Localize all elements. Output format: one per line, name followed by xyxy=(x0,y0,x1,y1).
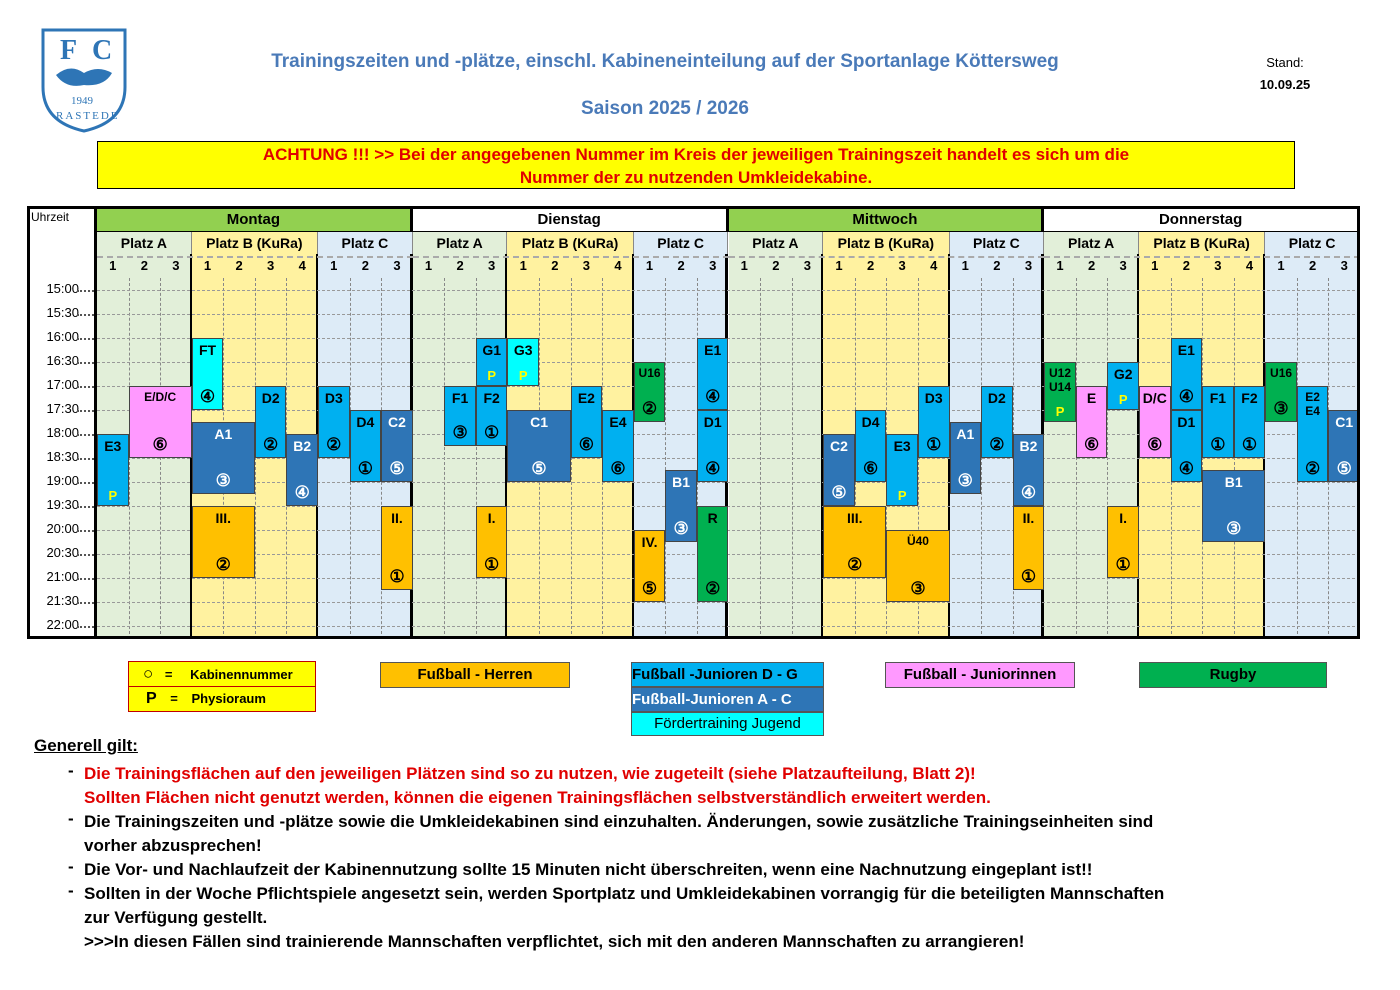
legend-junioren-ac: Fußball-Junioren A - C xyxy=(631,687,824,712)
time-label: 21:00 xyxy=(46,569,79,584)
training-block xyxy=(697,338,729,410)
training-block xyxy=(192,422,255,494)
notes-section xyxy=(34,736,1374,954)
number-row-line xyxy=(1044,256,1360,258)
part-number: 2 xyxy=(1309,258,1317,273)
part-number: 4 xyxy=(614,258,622,273)
field-header: Platz C xyxy=(318,232,413,254)
field-header: Platz A xyxy=(1044,232,1139,254)
training-block xyxy=(192,506,255,578)
note-line: Sollten in der Woche Pflichtspiele angesetzt sein, werden Sportplatz und Umkleidekabinen vorrangig für die beteiligten Mannschaften xyxy=(84,884,1165,903)
cabin-number: ① xyxy=(1241,435,1258,454)
team-label: III. xyxy=(847,510,863,526)
cabin-number: ① xyxy=(389,567,405,586)
physio-marker: P xyxy=(1055,404,1065,419)
cabin-number: ② xyxy=(641,399,658,418)
time-row-line xyxy=(97,530,1360,531)
team-label: D/C xyxy=(1142,390,1167,406)
cabin-number: ② xyxy=(326,435,342,454)
training-block xyxy=(1076,386,1108,458)
team-label: R xyxy=(707,510,718,526)
field-column xyxy=(413,254,508,639)
part-number: 3 xyxy=(172,258,180,273)
team-label: B1 xyxy=(1224,474,1243,490)
training-block xyxy=(381,506,413,590)
physio-label: Physioraum xyxy=(191,691,266,706)
part-number: 3 xyxy=(1214,258,1222,273)
physio-symbol: P xyxy=(146,690,157,707)
warning-line-2: Nummer der zu nutzenden Umkleidekabine. xyxy=(519,168,873,187)
part-number: 1 xyxy=(424,258,433,273)
time-row-line xyxy=(97,314,1360,315)
legend-juniorinnen: Fußball - Juniorinnen xyxy=(885,662,1075,688)
cabin-number: ⑤ xyxy=(531,459,547,478)
time-label: 21:30 xyxy=(46,593,79,608)
time-label: 18:00 xyxy=(46,425,79,440)
training-block xyxy=(381,410,413,482)
part-number: 3 xyxy=(393,258,401,273)
training-block xyxy=(1013,506,1045,590)
training-block xyxy=(1202,470,1265,542)
time-row-line xyxy=(97,290,1360,291)
field-header: Platz B (KuRa) xyxy=(507,232,633,254)
cabin-number: ⑤ xyxy=(1336,459,1352,478)
cabin-number: ③ xyxy=(910,579,926,598)
cabin-number: ③ xyxy=(1226,519,1242,538)
cabin-number: ⑤ xyxy=(389,459,405,478)
part-number: 2 xyxy=(456,258,464,273)
training-block xyxy=(1107,506,1139,578)
part-number: 2 xyxy=(1182,258,1190,273)
team-label: E4 xyxy=(609,414,627,430)
training-block xyxy=(697,506,729,602)
part-number: 4 xyxy=(930,258,938,273)
team-label: E1 xyxy=(704,342,722,358)
physio-marker: P xyxy=(518,368,528,383)
part-number: 3 xyxy=(1340,258,1348,273)
training-block xyxy=(318,386,350,458)
cabin-number: ③ xyxy=(452,423,468,442)
part-number: 1 xyxy=(1056,258,1064,273)
training-block xyxy=(476,338,508,386)
warning-line-1: ACHTUNG !!! >> Bei der angegebenen Nummer im Kreis der jeweiligen Trainingszeit handelt es sich um die xyxy=(262,145,1130,164)
day-header-mittwoch: Mittwoch xyxy=(729,208,1045,232)
field-header: Platz C xyxy=(634,232,729,254)
cabin-number: ⑥ xyxy=(862,459,879,478)
training-block xyxy=(507,410,570,482)
team-label: B1 xyxy=(672,474,691,490)
stand-label: Stand: xyxy=(1266,55,1304,70)
legend-physio xyxy=(128,686,316,712)
part-number: 1 xyxy=(961,258,969,273)
team-label: A1 xyxy=(956,426,975,442)
training-block xyxy=(1139,386,1171,458)
time-row-line xyxy=(97,626,1360,627)
cabin-number: ④ xyxy=(199,387,216,406)
page-title: Trainingszeiten und -plätze, einschl. Kabineneinteilung auf der Sportanlage Köttersweg xyxy=(271,51,1059,72)
legend-foerder: Fördertraining Jugend xyxy=(631,712,824,736)
team-label: D4 xyxy=(356,414,375,430)
team-label: F1 xyxy=(451,390,469,406)
time-label: 19:00 xyxy=(46,473,79,488)
note-line: Die Vor- und Nachlaufzeit der Kabinennutzung sollte 15 Minuten nicht überschreiten, wenn eine Nachnutzung eingeplant ist!! xyxy=(84,860,1093,879)
cabin-number: ② xyxy=(215,555,231,574)
team-label: II. xyxy=(1022,510,1035,526)
cabin-number: ① xyxy=(926,435,942,454)
field-header: Platz C xyxy=(1265,232,1360,254)
cabin-number: ③ xyxy=(215,471,231,490)
team-label: E2 xyxy=(577,390,595,406)
part-number: 1 xyxy=(109,258,117,273)
day-header-dienstag: Dienstag xyxy=(413,208,729,232)
svg-text:C: C xyxy=(92,35,113,66)
team-label: U16 xyxy=(1270,366,1293,380)
team-label: E3 xyxy=(893,438,911,454)
training-block xyxy=(1013,434,1045,506)
part-number: 1 xyxy=(835,258,843,273)
note-bullet: - xyxy=(68,857,74,876)
part-number: 2 xyxy=(866,258,875,273)
part-number: 3 xyxy=(709,258,717,273)
part-number: 4 xyxy=(1245,258,1254,273)
cabin-number: ⑥ xyxy=(610,459,626,478)
part-number: 2 xyxy=(140,258,148,273)
cabin-number: ② xyxy=(1305,459,1321,478)
training-block xyxy=(1202,386,1234,458)
team-label: U12 U14 xyxy=(1049,366,1072,394)
part-number: 1 xyxy=(645,258,654,273)
team-label: C1 xyxy=(530,414,548,430)
time-row-line xyxy=(97,554,1360,555)
part-number: 3 xyxy=(803,258,812,273)
number-row-line xyxy=(729,256,1045,258)
training-block xyxy=(697,410,729,482)
training-block xyxy=(950,422,982,494)
note-bullet: - xyxy=(68,809,74,828)
part-number: 1 xyxy=(330,258,338,273)
part-number: 1 xyxy=(1151,258,1159,273)
physio-marker: P xyxy=(897,488,907,503)
team-label: B2 xyxy=(1019,438,1038,454)
field-header: Platz B (KuRa) xyxy=(1139,232,1265,254)
day-separator xyxy=(94,208,97,639)
team-label: U16 xyxy=(638,366,661,380)
cabin-number: ⑥ xyxy=(578,435,595,454)
training-block xyxy=(981,386,1013,458)
part-number: 1 xyxy=(740,258,748,273)
note-bullet: - xyxy=(68,761,74,780)
note-line: Die Trainingszeiten und -plätze sowie die Umkleidekabinen sind einzuhalten. Änderungen, sowie zusätzliche Trainingseinheiten sind xyxy=(84,812,1154,831)
day-header-montag: Montag xyxy=(97,208,413,232)
part-number: 2 xyxy=(1087,258,1096,273)
team-label: I. xyxy=(487,510,496,526)
training-block xyxy=(97,434,129,506)
time-label: 20:00 xyxy=(46,521,79,536)
team-label: D3 xyxy=(924,390,943,406)
day-header-donnerstag: Donnerstag xyxy=(1044,208,1360,232)
cabin-number: ④ xyxy=(1178,459,1194,478)
part-number: 1 xyxy=(203,258,212,273)
training-block xyxy=(1044,362,1076,422)
time-row-line xyxy=(97,506,1360,507)
time-label: 15:00 xyxy=(46,281,79,296)
training-block xyxy=(1297,386,1329,482)
physio-marker: P xyxy=(108,488,118,503)
legend-rugby: Rugby xyxy=(1139,662,1327,688)
part-number: 3 xyxy=(582,258,591,273)
field-header: Platz B (KuRa) xyxy=(823,232,949,254)
training-block xyxy=(286,434,318,506)
cabin-number: ④ xyxy=(1020,483,1037,502)
legend-junioren-dg: Fußball -Junioren D - G xyxy=(631,662,824,687)
training-block xyxy=(476,386,508,446)
cabin-number: ⑥ xyxy=(1083,435,1100,454)
cabin-number: ⑥ xyxy=(1147,435,1163,454)
training-block xyxy=(918,386,950,458)
notes-list xyxy=(34,762,1374,954)
training-block xyxy=(1234,386,1266,458)
field-header: Platz A xyxy=(97,232,192,254)
team-label: F1 xyxy=(1209,390,1227,406)
team-label: IV. xyxy=(641,534,658,550)
cabin-number: ④ xyxy=(1178,387,1194,406)
part-number: 4 xyxy=(298,258,306,273)
part-number: 3 xyxy=(1119,258,1127,273)
time-label: 17:00 xyxy=(46,377,79,392)
note-line: vorher abzusprechen! xyxy=(84,836,262,855)
training-block xyxy=(602,410,634,482)
kabine-symbol: ○ xyxy=(143,664,154,683)
training-block xyxy=(444,386,476,446)
note-item xyxy=(34,810,1374,858)
time-row-line xyxy=(97,602,1360,603)
training-block xyxy=(1171,410,1203,482)
time-label: 15:30 xyxy=(46,305,79,320)
time-header: Uhrzeit xyxy=(31,210,70,224)
part-number: 1 xyxy=(1277,258,1285,273)
svg-text:1949: 1949 xyxy=(71,95,93,107)
note-line: Die Trainingsflächen auf den jeweiligen Plätzen sind so zu nutzen, wie zugeteilt (siehe Platzaufteilung, Blatt 2)! xyxy=(84,764,976,783)
part-number: 2 xyxy=(235,258,243,273)
number-row-line xyxy=(97,256,413,258)
training-block xyxy=(350,410,382,482)
field-header: Platz A xyxy=(413,232,508,254)
training-block xyxy=(1328,410,1360,482)
team-label: G2 xyxy=(1113,366,1133,382)
legend-kabine xyxy=(128,661,316,687)
time-row-line xyxy=(97,578,1360,579)
team-label: G3 xyxy=(513,342,533,358)
field-header: Platz C xyxy=(950,232,1045,254)
svg-text:F: F xyxy=(60,35,78,66)
part-number: 2 xyxy=(551,258,559,273)
team-label: D2 xyxy=(261,390,280,406)
part-number: 3 xyxy=(1024,258,1033,273)
svg-text:RASTEDE: RASTEDE xyxy=(56,110,120,122)
cabin-number: ⑤ xyxy=(641,579,658,598)
number-row-line xyxy=(413,256,729,258)
cabin-number: ② xyxy=(989,435,1005,454)
field-header: Platz B (KuRa) xyxy=(192,232,318,254)
time-label: 22:00 xyxy=(46,617,79,632)
training-block xyxy=(665,470,697,542)
cabin-number: ① xyxy=(1115,555,1131,574)
team-label: II. xyxy=(391,510,403,526)
team-label: C2 xyxy=(830,438,848,454)
time-label: 16:30 xyxy=(46,353,79,368)
team-label: B2 xyxy=(293,438,312,454)
cabin-number: ⑥ xyxy=(152,435,168,454)
team-label: A1 xyxy=(214,426,233,442)
field-column xyxy=(729,254,824,639)
training-block xyxy=(255,386,287,458)
part-number: 3 xyxy=(488,258,496,273)
cabin-number: ② xyxy=(263,435,279,454)
note-bullet: - xyxy=(68,881,74,900)
team-label: D1 xyxy=(703,414,722,430)
cabin-number: ① xyxy=(1210,435,1226,454)
time-label: 18:30 xyxy=(46,449,79,464)
time-label: 16:00 xyxy=(46,329,79,344)
training-block xyxy=(476,506,508,578)
notes-heading: Generell gilt: xyxy=(34,736,138,755)
part-number: 3 xyxy=(267,258,275,273)
cabin-number: ① xyxy=(1020,567,1037,586)
training-block xyxy=(1265,362,1297,422)
cabin-number: ④ xyxy=(294,483,310,502)
cabin-number: ② xyxy=(847,555,863,574)
training-block xyxy=(192,338,224,410)
training-block xyxy=(1171,338,1203,410)
team-label: FT xyxy=(198,342,217,358)
team-label: C1 xyxy=(1335,414,1354,430)
time-label: 20:30 xyxy=(46,545,79,560)
team-label: C2 xyxy=(388,414,406,430)
team-label: D1 xyxy=(1177,414,1196,430)
note-line: >>>In diesen Fällen sind trainierende Mannschaften verpflichtet, sich mit den anderen Mannschaften zu arrangieren! xyxy=(84,932,1025,951)
cabin-number: ② xyxy=(705,579,721,598)
time-label: 19:30 xyxy=(46,497,79,512)
team-label: D4 xyxy=(861,414,880,430)
team-label: E3 xyxy=(104,438,122,454)
training-block xyxy=(823,434,855,506)
training-block xyxy=(571,386,603,458)
part-number: 2 xyxy=(361,258,369,273)
training-block xyxy=(129,386,192,458)
note-item xyxy=(34,858,1374,882)
note-line: Sollten Flächen nicht genutzt werden, können die eigenen Trainingsflächen selbstverständlich erweitert werden. xyxy=(84,788,991,807)
team-label: E xyxy=(1086,390,1097,406)
team-label: F2 xyxy=(1241,390,1258,406)
training-block xyxy=(886,530,949,602)
training-block xyxy=(634,362,666,422)
stand-date: 10.09.25 xyxy=(1259,77,1311,92)
club-logo xyxy=(40,27,128,133)
part-number: 3 xyxy=(898,258,906,273)
cabin-number: ④ xyxy=(705,387,721,406)
note-item xyxy=(34,882,1374,954)
cabin-number: ③ xyxy=(957,471,973,490)
training-block xyxy=(886,434,918,506)
training-block xyxy=(823,506,886,578)
cabin-number: ③ xyxy=(1273,399,1289,418)
physio-marker: P xyxy=(487,368,496,383)
training-block xyxy=(1107,362,1139,410)
warning-banner xyxy=(97,141,1295,189)
part-number: 2 xyxy=(993,258,1001,273)
legend-herren: Fußball - Herren xyxy=(380,662,570,688)
team-label: III. xyxy=(215,510,232,526)
part-number: 2 xyxy=(772,258,780,273)
field-header: Platz A xyxy=(729,232,824,254)
kabine-label: Kabinennummer xyxy=(190,667,293,682)
team-label: Ü40 xyxy=(906,534,929,548)
season-title: Saison 2025 / 2026 xyxy=(581,98,749,119)
cabin-number: ① xyxy=(484,423,500,442)
team-label: E/D/C xyxy=(144,390,177,404)
cabin-number: ⑤ xyxy=(831,483,847,502)
cabin-number: ③ xyxy=(673,519,689,538)
kabine-eq: = xyxy=(164,667,173,682)
team-label: E1 xyxy=(1177,342,1195,358)
team-label: E2 E4 xyxy=(1305,390,1320,418)
team-label: G1 xyxy=(482,342,502,358)
cabin-number: ① xyxy=(484,555,500,574)
cabin-number: ④ xyxy=(705,459,721,478)
cabin-number: ① xyxy=(357,459,373,478)
training-block xyxy=(634,530,666,602)
physio-marker: P xyxy=(1118,392,1128,407)
team-label: D3 xyxy=(324,390,343,406)
note-item xyxy=(34,762,1374,810)
note-line: zur Verfügung gestellt. xyxy=(84,908,268,927)
training-block xyxy=(855,410,887,482)
team-label: D2 xyxy=(987,390,1006,406)
part-number: 1 xyxy=(519,258,527,273)
part-number: 2 xyxy=(677,258,685,273)
team-label: F2 xyxy=(483,390,500,406)
physio-eq: = xyxy=(170,691,178,706)
training-block xyxy=(507,338,539,386)
team-label: I. xyxy=(1119,510,1128,526)
schedule-grid xyxy=(27,206,1360,639)
time-label: 17:30 xyxy=(46,401,79,416)
